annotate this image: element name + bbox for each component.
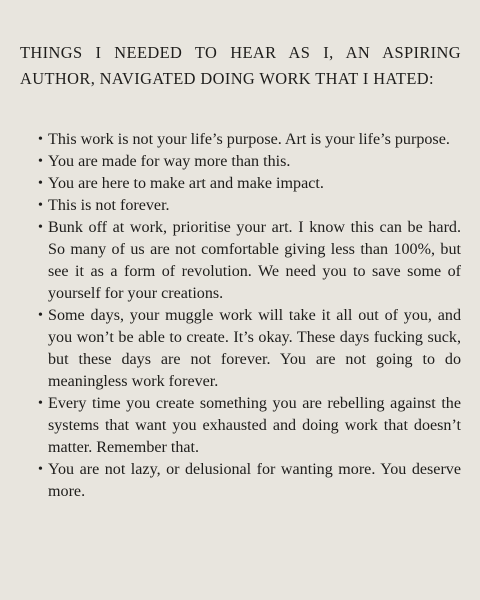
list-item: [38, 151, 461, 173]
bullet-icon: •: [38, 132, 43, 147]
list-item-text: You are not lazy, or delusional for wanting more. You deserve more.: [48, 461, 461, 500]
list-item: [38, 217, 461, 305]
bullet-icon: •: [38, 220, 43, 235]
page-heading: THINGS I NEEDED TO HEAR AS I, AN ASPIRING AUTHOR, NAVIGATED DOING WORK THAT I HATED:: [20, 43, 461, 88]
list-item-text: This work is not your life’s purpose. Art is your life’s purpose.: [48, 131, 450, 148]
advice-list: [20, 129, 461, 503]
bullet-icon: •: [38, 308, 43, 323]
list-item: [38, 195, 461, 217]
bullet-icon: •: [38, 154, 43, 169]
list-item: [38, 173, 461, 195]
bullet-icon: •: [38, 396, 43, 411]
list-item-text: You are made for way more than this.: [48, 153, 291, 170]
list-item: [38, 129, 461, 151]
list-item: [38, 305, 461, 393]
list-item: [38, 393, 461, 459]
bullet-icon: •: [38, 176, 43, 191]
list-item: [38, 459, 461, 503]
list-item-text: Some days, your muggle work will take it all out of you, and you won’t be able to create. It’s okay. These days fucking suck, but these days are not forever. You are not going to do meaningless work forever.: [48, 307, 461, 390]
list-item-text: Bunk off at work, prioritise your art. I know this can be hard. So many of us are not comfortable giving less than 100%, but see it as a form of revolution. We need you to save some of yourself for your creations.: [48, 219, 461, 302]
list-item-text: You are here to make art and make impact.: [48, 175, 324, 192]
list-item-text: Every time you create something you are rebelling against the systems that want you exhausted and doing work that doesn’t matter. Remember that.: [48, 395, 461, 456]
list-item-text: This is not forever.: [48, 197, 170, 214]
bullet-icon: •: [38, 198, 43, 213]
bullet-icon: •: [38, 462, 43, 477]
